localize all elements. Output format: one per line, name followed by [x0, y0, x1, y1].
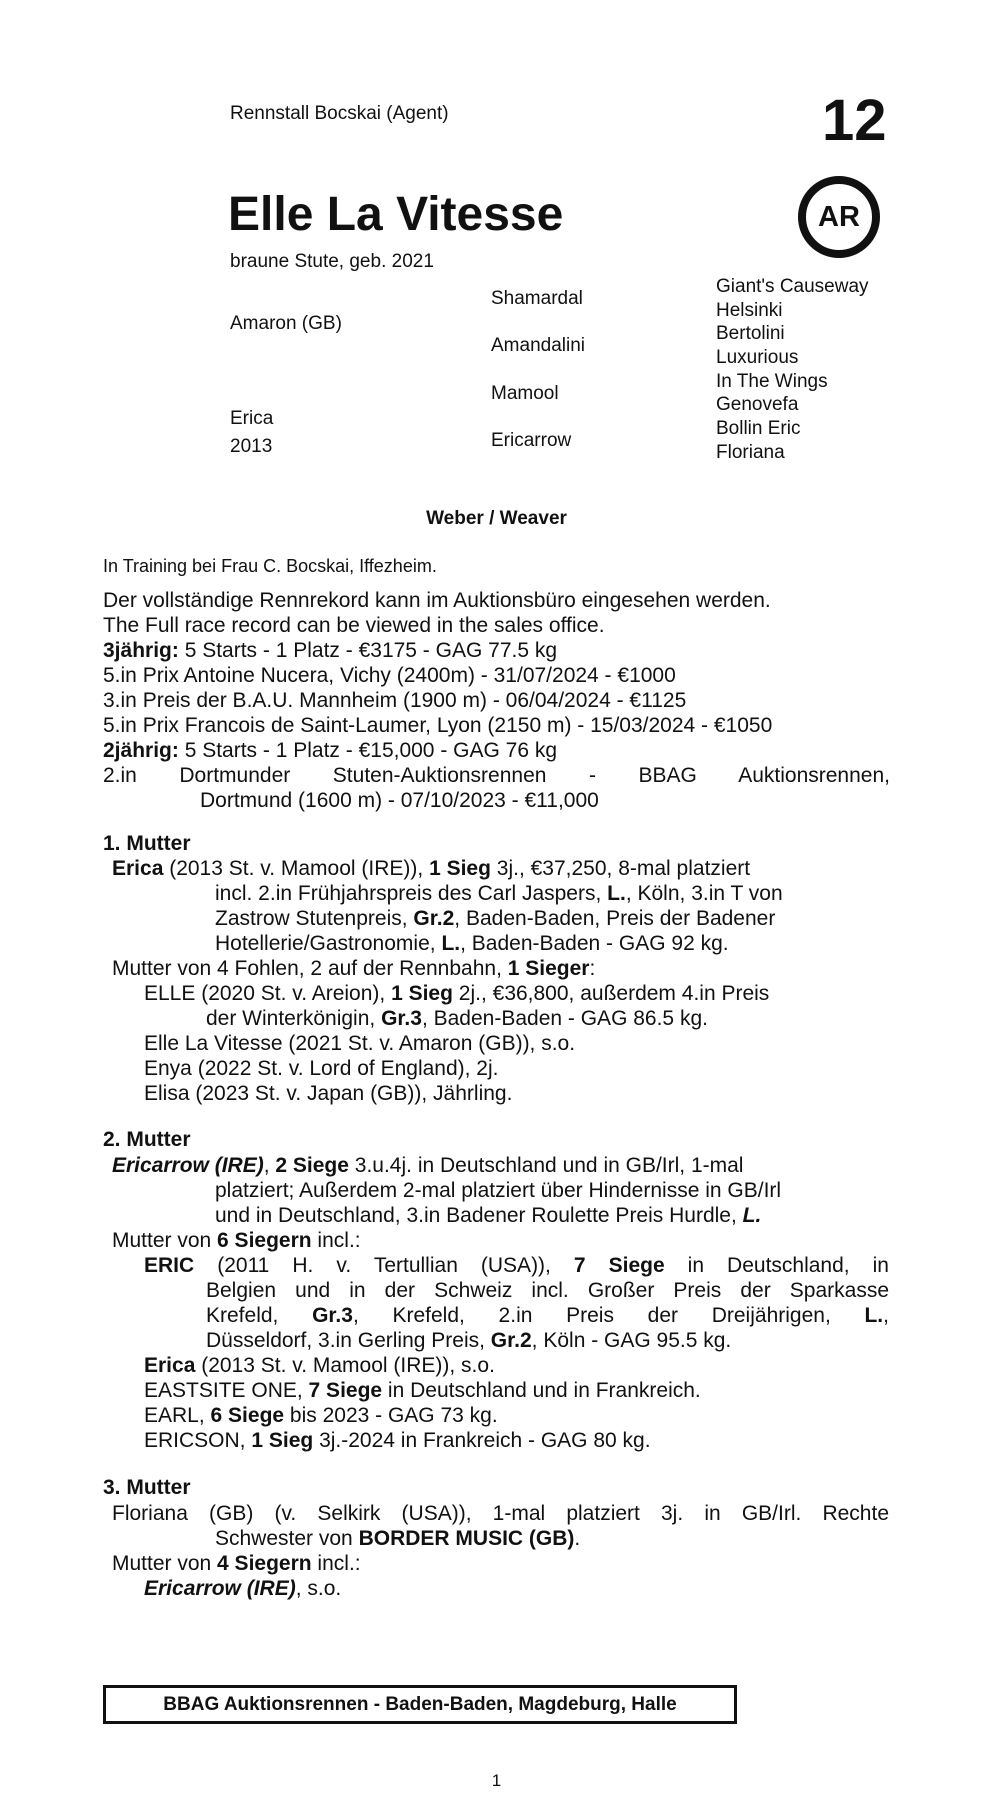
training-info: In Training bei Frau C. Bocskai, Iffezheim.	[103, 556, 437, 576]
progeny-eric-continued: Belgien und in der Schweiz incl. Großer Preis der Sparkasse	[206, 1279, 889, 1302]
age2-label: 2jährig:	[103, 739, 179, 762]
progeny-eric-name: ERIC	[144, 1254, 195, 1277]
second-dam-mother-line: Mutter von 6 Siegern incl.:	[112, 1229, 361, 1252]
progeny-eastsite-one: EASTSITE ONE, 7 Siege in Deutschland und in Frankreich.	[144, 1379, 701, 1402]
pedigree-great-grandparent: In The Wings	[716, 371, 828, 392]
second-dam-line: platziert; Außerdem 2-mal platziert über Hindernisse in GB/Irl	[215, 1179, 782, 1202]
second-dam-line: und in Deutschland, 3.in Badener Roulette Preis Hurdle, L.	[215, 1204, 762, 1227]
foal: Elle La Vitesse (2021 St. v. Amaron (GB)), s.o.	[144, 1032, 576, 1055]
pedigree-great-grandparent: Luxurious	[716, 347, 799, 368]
page-number: 1	[491, 1771, 502, 1790]
third-dam-title: 3. Mutter	[103, 1476, 191, 1499]
footer-banner	[103, 1685, 737, 1724]
ar-badge	[798, 176, 880, 258]
horse-description: braune Stute, geb. 2021	[230, 251, 434, 272]
lot-number: 12	[822, 88, 887, 153]
second-dam-line: Ericarrow (IRE), 2 Siege 3.u.4j. in Deutschland und in GB/Irl, 1-mal	[112, 1154, 744, 1177]
pedigree-grandparent: Shamardal	[491, 288, 583, 309]
pedigree-sire: Amaron (GB)	[230, 313, 342, 334]
progeny-erica: Erica (2013 St. v. Mamool (IRE)), s.o.	[144, 1354, 495, 1377]
foal-elle: ELLE (2020 St. v. Areion), 1 Sieg 2j., €36,800, außerdem 4.in Preis	[144, 982, 770, 1005]
race-record-note-en: The Full race record can be viewed in the sales office.	[103, 614, 605, 637]
third-dam-line: Schwester von BORDER MUSIC (GB).	[215, 1527, 581, 1550]
race-result: 2.in Dortmunder Stuten-Auktionsrennen - BBAG Auktionsrennen,	[103, 764, 890, 787]
horse-name: Elle La Vitesse	[228, 188, 564, 241]
first-dam-title: 1. Mutter	[103, 832, 191, 855]
progeny-earl: EARL, 6 Siege bis 2023 - GAG 73 kg.	[144, 1404, 498, 1427]
progeny-eric: ERIC (2011 H. v. Tertullian (USA)), 7 Siege in Deutschland, in	[144, 1254, 889, 1277]
foal-elle-continued: der Winterkönigin, Gr.3, Baden-Baden - GAG 86.5 kg.	[206, 1007, 708, 1030]
agent-name: Rennstall Bocskai (Agent)	[230, 103, 449, 124]
pedigree-grandparent: Mamool	[491, 383, 559, 404]
third-dam-mother-line: Mutter von 4 Siegern incl.:	[112, 1552, 361, 1575]
race-result: 3.in Preis der B.A.U. Mannheim (1900 m) - 06/04/2024 - €1125	[103, 689, 687, 712]
race-result: 5.in Prix Antoine Nucera, Vichy (2400m) - 31/07/2024 - €1000	[103, 664, 676, 687]
race-record	[103, 588, 893, 813]
progeny-eric-continued: Düsseldorf, 3.in Gerling Preis, Gr.2, Köln - GAG 95.5 kg.	[206, 1329, 732, 1352]
pedigree-great-grandparent: Giant's Causeway	[716, 276, 869, 297]
first-dam-line: Hotellerie/Gastronomie, L., Baden-Baden - GAG 92 kg.	[215, 932, 729, 955]
third-dam-line: Floriana (GB) (v. Selkirk (USA)), 1-mal platziert 3j. in GB/Irl. Rechte	[112, 1502, 889, 1525]
footer-banner-text: BBAG Auktionsrennen - Baden-Baden, Magdeburg, Halle	[163, 1693, 677, 1715]
first-dam-line: Zastrow Stutenpreis, Gr.2, Baden-Baden, Preis der Badener	[215, 907, 776, 930]
race-record-note-de: Der vollständige Rennrekord kann im Auktionsbüro eingesehen werden.	[103, 589, 771, 612]
pedigree-great-grandparent: Genovefa	[716, 394, 799, 415]
race-result: 5.in Prix Francois de Saint-Laumer, Lyon (2150 m) - 15/03/2024 - €1050	[103, 714, 773, 737]
first-dam-name: Erica	[112, 857, 164, 880]
foal: Enya (2022 St. v. Lord of England), 2j.	[144, 1057, 499, 1080]
age3-summary: 3jährig: 5 Starts - 1 Platz - €3175 - GAG 77.5 kg	[103, 639, 558, 662]
race-result-continued: Dortmund (1600 m) - 07/10/2023 - €11,000	[200, 789, 599, 812]
first-dam-line: Erica (2013 St. v. Mamool (IRE)), 1 Sieg 3j., €37,250, 8-mal platziert	[112, 857, 751, 880]
first-dam-line: incl. 2.in Frühjahrspreis des Carl Jaspers, L., Köln, 3.in T von	[215, 882, 783, 905]
pedigree-dam-year: 2013	[230, 436, 273, 457]
pedigree-great-grandparent: Bertolini	[716, 323, 785, 344]
progeny-eric-continued: Krefeld, Gr.3, Krefeld, 2.in Preis der Dreijährigen, L.,	[206, 1304, 889, 1327]
age3-label: 3jährig:	[103, 639, 179, 662]
progeny-ericson: ERICSON, 1 Sieg 3j.-2024 in Frankreich - GAG 80 kg.	[144, 1429, 651, 1452]
ar-badge-label: AR	[818, 200, 860, 233]
pedigree-great-grandparent: Helsinki	[716, 300, 783, 321]
pedigree-great-grandparent: Bollin Eric	[716, 418, 801, 439]
pedigree-great-grandparent: Floriana	[716, 442, 785, 463]
progeny-ericarrow: Ericarrow (IRE), s.o.	[144, 1577, 342, 1600]
pedigree-grandparent: Ericarrow	[491, 430, 572, 451]
first-dam-mother-line: Mutter von 4 Fohlen, 2 auf der Rennbahn, 1 Sieger:	[112, 957, 596, 980]
breeder: Weber / Weaver	[426, 508, 567, 529]
pedigree-dam: Erica	[230, 408, 274, 429]
pedigree-grandparent: Amandalini	[491, 335, 585, 356]
age2-summary: 2jährig: 5 Starts - 1 Platz - €15,000 - GAG 76 kg	[103, 739, 558, 762]
second-dam-title: 2. Mutter	[103, 1128, 191, 1151]
second-dam-name: Ericarrow (IRE)	[112, 1154, 264, 1177]
foal: Elisa (2023 St. v. Japan (GB)), Jährling.	[144, 1082, 513, 1105]
